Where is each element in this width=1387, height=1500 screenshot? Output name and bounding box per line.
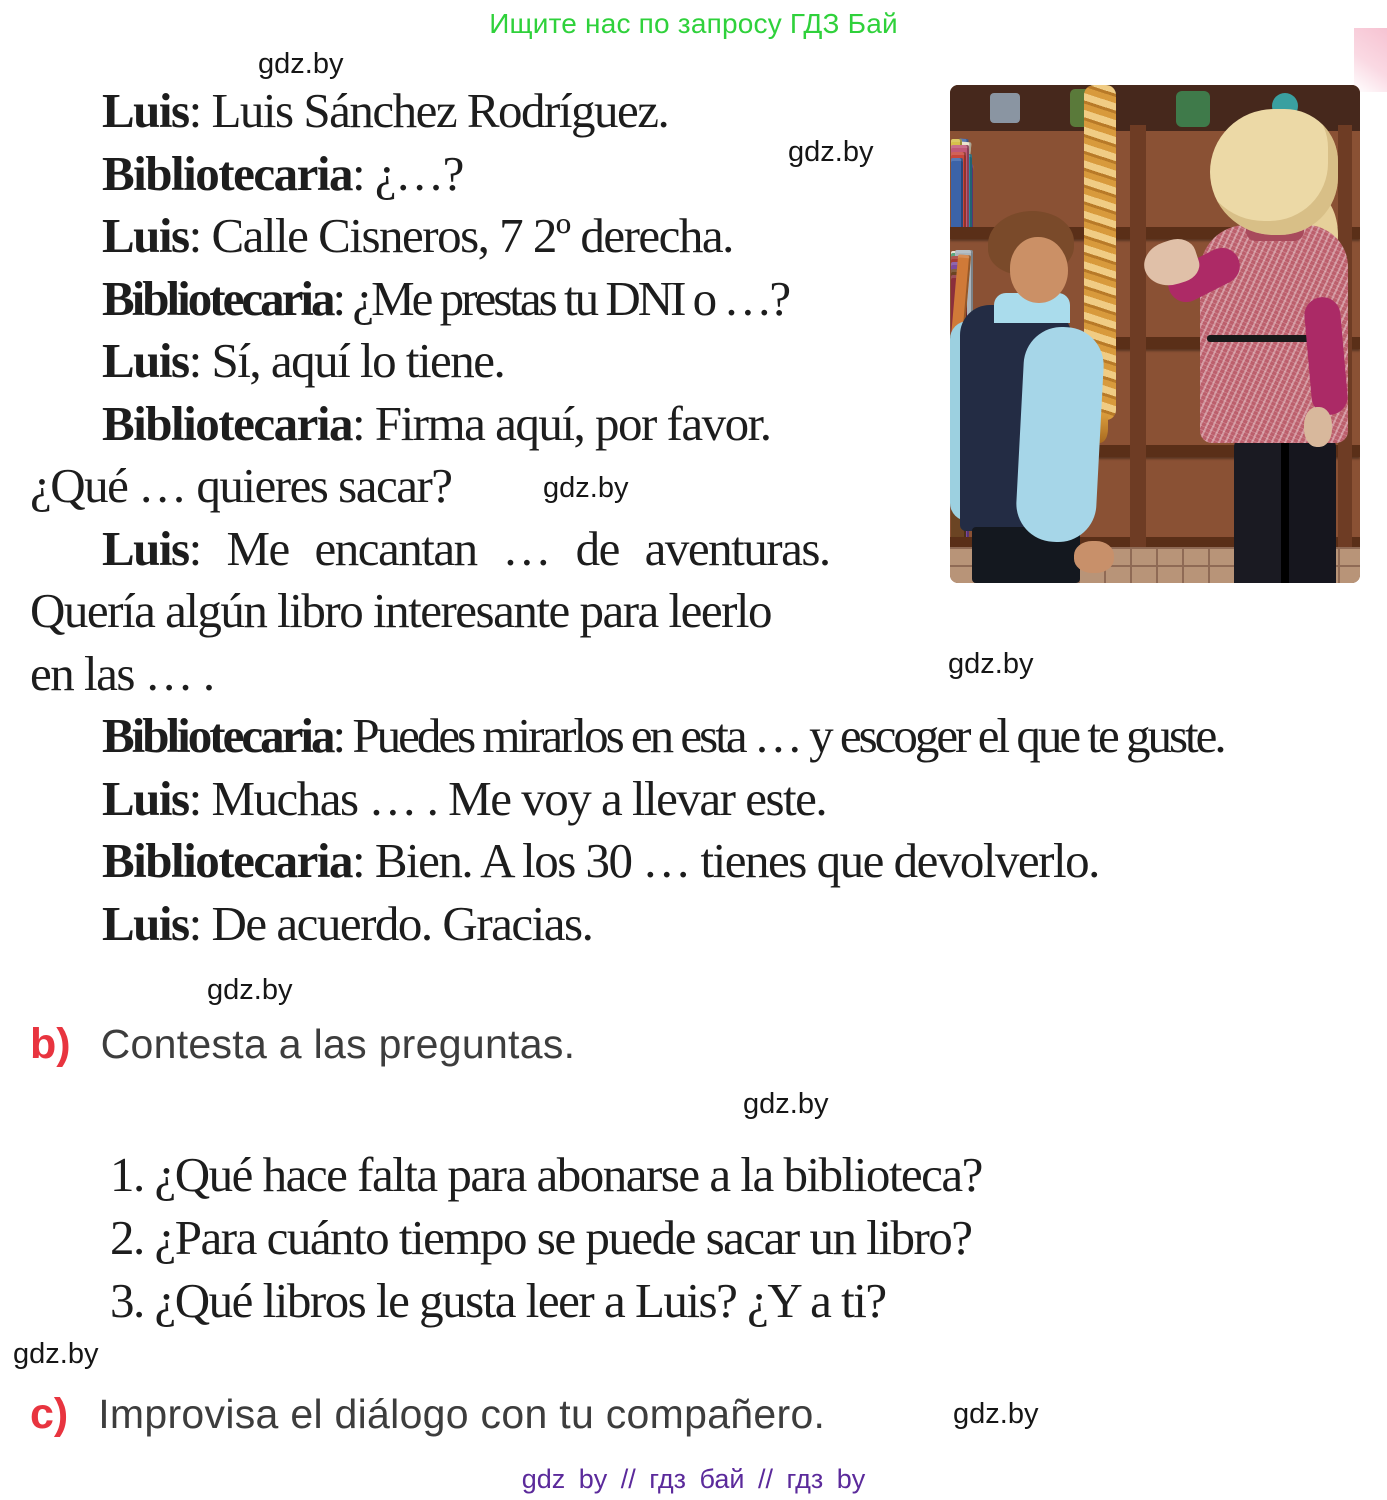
speaker-name: Luis <box>102 83 189 138</box>
shelf-trinket <box>990 93 1020 123</box>
dialogue-line <box>30 705 1375 768</box>
gdz-watermark: gdz.by <box>948 648 1034 680</box>
speaker-name: Luis <box>102 770 189 826</box>
speaker-name: Luis <box>102 895 189 951</box>
gdz-watermark: gdz.by <box>207 974 293 1006</box>
dialogue-line <box>30 643 1375 706</box>
dialogue-text: : Puedes mirarlos en esta … y escoger el que te guste. <box>332 708 1224 763</box>
library-photo <box>950 85 1360 583</box>
questions-list <box>110 1143 982 1332</box>
shelf-post <box>1130 125 1146 547</box>
speaker-name: Bibliotecaria <box>102 145 352 201</box>
dialogue-text: Quería algún libro interesante para leerlo <box>30 583 772 638</box>
task-c-row <box>30 1390 825 1439</box>
question-item: 2. ¿Para cuánto tiempo se puede sacar un libro? <box>110 1210 972 1265</box>
speaker-name: Luis <box>102 520 189 576</box>
dialogue-text: : ¿Me prestas tu DNI o …? <box>332 270 789 326</box>
librarian-figure <box>1234 437 1336 583</box>
dialogue-text: : Luis Sánchez Rodríguez. <box>188 83 669 138</box>
dialogue-text: : Muchas … . Me voy a llevar este. <box>188 770 827 826</box>
task-c-text: Improvisa el diálogo con tu compañero. <box>98 1391 826 1437</box>
shelf-trinket <box>1176 91 1210 127</box>
speaker-name: Bibliotecaria <box>102 708 333 763</box>
dialogue-line <box>30 768 1375 831</box>
dialogue-text: : Firma aquí, por favor. <box>351 395 771 451</box>
speaker-name: Bibliotecaria <box>102 833 352 888</box>
gdz-watermark: gdz.by <box>953 1398 1039 1430</box>
speaker-name: Bibliotecaria <box>102 270 333 326</box>
dialogue-text: : Me encantan … de aventuras. <box>188 520 830 576</box>
gdz-watermark: gdz.by <box>258 48 344 80</box>
boy-figure <box>1014 325 1105 544</box>
gdz-watermark: gdz.by <box>743 1088 829 1120</box>
question-item: 3. ¿Qué libros le gusta leer a Luis? ¿Y a ti? <box>110 1273 886 1328</box>
gdz-watermark: gdz.by <box>13 1338 99 1370</box>
speaker-name: Luis <box>102 333 189 388</box>
librarian-figure <box>1210 109 1338 235</box>
dialogue-text: en las … . <box>30 645 214 701</box>
dialogue-text: : Bien. A los 30 … tienes que devolverlo. <box>351 833 1099 888</box>
speaker-name: Bibliotecaria <box>102 395 352 451</box>
dialogue-text: : De acuerdo. Gracias. <box>188 895 593 951</box>
dialogue-text: : Sí, aquí lo tiene. <box>188 333 505 388</box>
librarian-figure <box>1304 407 1332 447</box>
task-b-label: b) <box>30 1020 71 1068</box>
footer-watermark-line: gdz by // гдз бай // гдз by <box>521 1464 866 1494</box>
dialogue-text: : ¿…? <box>351 145 463 201</box>
boy-figure <box>1074 541 1114 573</box>
question-item: 1. ¿Qué hace falta para abonarse a la biblioteca? <box>110 1147 982 1202</box>
gdz-watermark: gdz.by <box>788 136 874 168</box>
task-b-text: Contesta a las preguntas. <box>100 1021 576 1067</box>
site-banner-text: Ищите нас по запросу ГДЗ Бай <box>489 8 898 39</box>
task-c-label: c) <box>30 1390 69 1438</box>
speaker-name: Luis <box>102 208 189 263</box>
dialogue-text: ¿Qué … quieres sacar? <box>30 458 452 513</box>
dialogue-line <box>30 893 1375 956</box>
gdz-watermark: gdz.by <box>543 472 629 504</box>
dialogue-line <box>30 830 1375 893</box>
dialogue-line <box>30 580 1375 643</box>
dialogue-text: : Calle Cisneros, 7 2º derecha. <box>188 208 733 263</box>
task-b-row <box>30 1020 575 1069</box>
boy-figure <box>1010 237 1068 303</box>
